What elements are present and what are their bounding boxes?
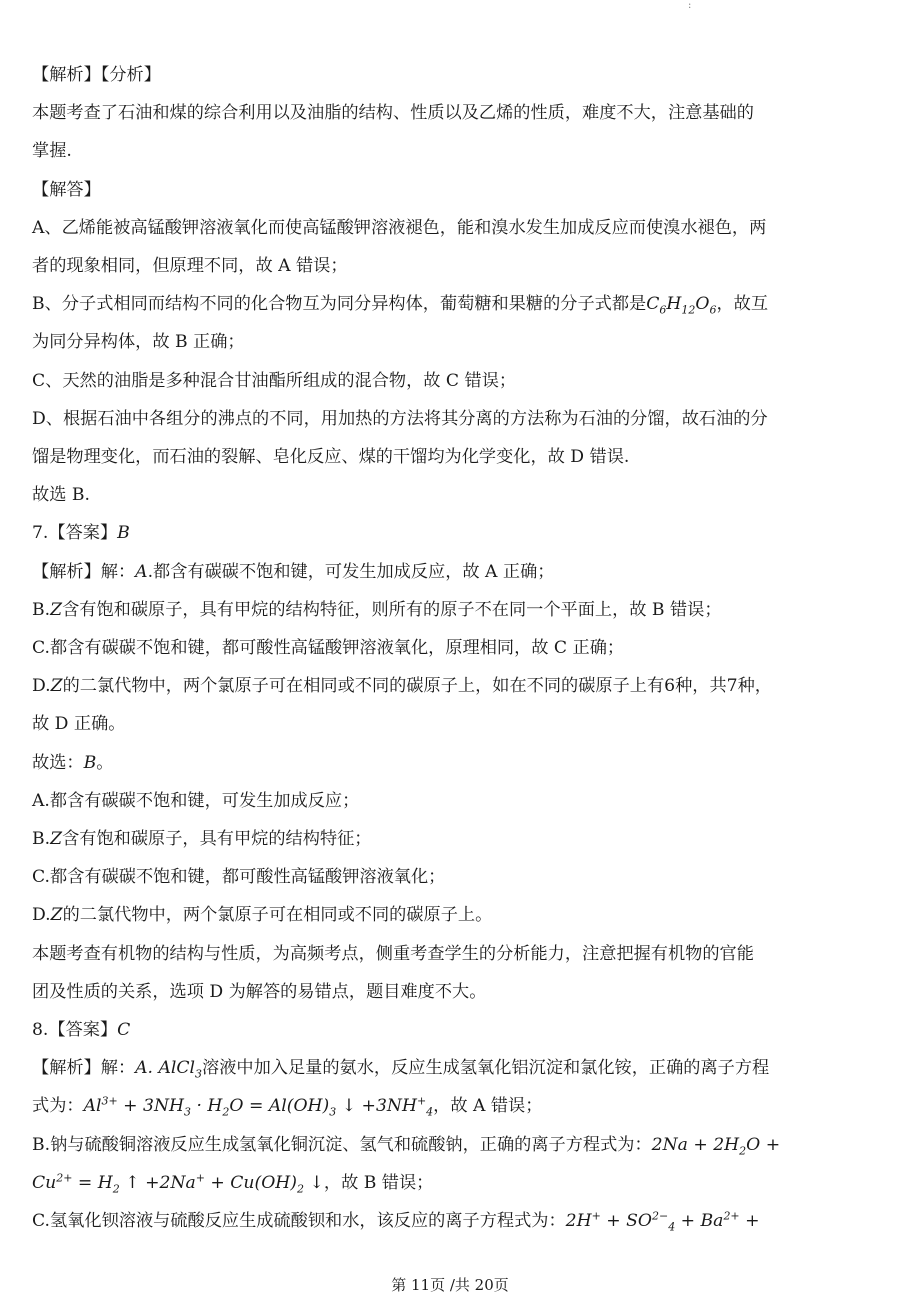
text-segment: ，故互 [716,294,769,315]
text-line: 故 D 正确。 [32,714,126,735]
equation-3: $2H^+ + SO^{2-}_4 + Ba^{2+}$ + [565,1209,760,1234]
text-line: B.Z含有饱和碳原子，具有甲烷的结构特征，则所有的原子不在同一个平面上，故 B 错误； [32,599,722,620]
text-line: 【解析】解：A.都含有碳碳不饱和键，可发生加成反应，故 A 正确； [32,561,555,582]
text-line [32,285,878,323]
text-line: 【解答】 [32,179,101,200]
text-line: 故选 B. [32,485,90,506]
text-line: C.都含有碳碳不饱和键，都可酸性高锰酸钾溶液氧化，原理相同，故 C 正确； [32,638,625,659]
text-line: D.Z的二氯代物中，两个氯原子可在相同或不同的碳原子上。 [32,905,493,926]
document-body [32,56,878,1240]
text-line: 本题考查有机物的结构与性质，为高频考点，侧重考查学生的分析能力，注意把握有机物的官能 [32,943,754,964]
alcl3-formula: A. AlCl$_3$ [135,1058,203,1081]
equation-2-part-2: $Cu^{2+} = H_2$ ↑ $+2Na^+ + Cu(OH)_2$ ↓ [32,1171,324,1196]
text-line: 者的现象相同，但原理不同，故 A 错误； [32,256,348,277]
text-line: 【解析】【分析】 [32,65,161,85]
text-line: 馏是物理变化，而石油的裂解、皂化反应、煤的干馏均为化学变化，故 D 错误. [32,447,630,468]
glucose-formula: $C_6H_{12}O_6$ [646,294,717,317]
answer-7-value: B [117,523,130,544]
answer-8-value: C [117,1020,131,1041]
text-line: 团及性质的关系，选项 D 为解答的易错点，题目难度不大。 [32,981,487,1002]
answer-7-line: 7.【答案】B [32,523,130,544]
text-line: 式为：$Al^{3+} + 3NH_3 \cdot H_2O = Al(OH)_3$ ↓ $+3NH^+_4$，故 A 错误； [32,1094,543,1119]
text-line: B.Z含有饱和碳原子，具有甲烷的结构特征； [32,829,372,850]
answer-8-line: 8.【答案】C [32,1020,131,1041]
text-line: 掌握. [32,141,72,162]
text-segment: B、分子式相同而结构不同的化合物互为同分异构体，葡萄糖和果糖的分子式都是 [32,294,647,315]
text-line: C、天然的油脂是多种混合甘油酯所组成的混合物，故 C 错误； [32,370,517,391]
text-line: $Cu^{2+} = H_2$ ↑ $+2Na^+ + Cu(OH)_2$ ↓，故 B 错误； [32,1171,434,1196]
text-line: D.Z的二氯代物中，两个氯原子可在相同或不同的碳原子上，如在不同的碳原子上有6种，共7种， [32,676,772,697]
text-line: A.都含有碳碳不饱和键，可发生加成反应； [32,790,360,811]
text-line: A、乙烯能被高锰酸钾溶液氧化而使高锰酸钾溶液褪色，能和溴水发生加成反应而使溴水褪色，两 [32,217,767,238]
top-mark: : [688,0,692,11]
text-line: 【解析】解：A. AlCl$_3$溶液中加入足量的氨水，反应生成氢氧化铝沉淀和氯化铵，正确的离子方程 [32,1058,770,1081]
text-line: C.都含有碳碳不饱和键，都可酸性高锰酸钾溶液氧化； [32,867,446,888]
text-line: 本题考查了石油和煤的综合利用以及油脂的结构、性质以及乙烯的性质，难度不大，注意基础的 [32,103,754,124]
equation-1: $Al^{3+} + 3NH_3 \cdot H_2O = Al(OH)_3$ ↓ $+3NH^+_4$ [83,1094,434,1119]
text-line: 为同分异构体，故 B 正确； [32,332,245,353]
text-line: D、根据石油中各组分的沸点的不同，用加热的方法将其分离的方法称为石油的分馏，故石油的分 [32,408,768,429]
page-footer: 第 11页 /共 20页 [391,1276,509,1294]
text-line: B.钠与硫酸铜溶液反应生成氢氧化铜沉淀、氢气和硫酸钠，正确的离子方程式为：$2Na + 2H_2O$ + [32,1134,781,1158]
text-line: C.氢氧化钡溶液与硫酸反应生成硫酸钡和水，该反应的离子方程式为：$2H^+ + SO^{2-}_4 + Ba^{2+}$ + [32,1209,760,1234]
equation-2-part-1: $2Na + 2H_2O$ + [651,1134,781,1158]
text-line: 故选：B。 [32,752,114,773]
